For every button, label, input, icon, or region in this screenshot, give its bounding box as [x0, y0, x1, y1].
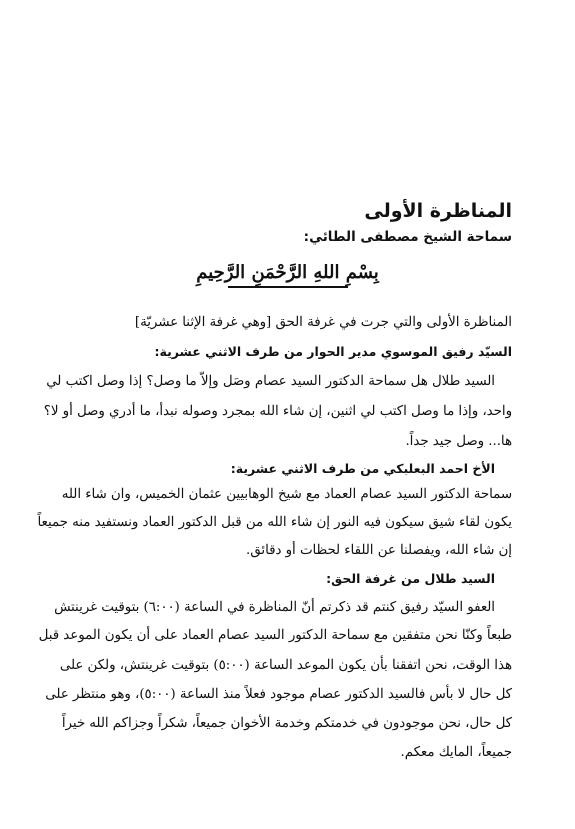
- paragraph-2-line-3: إن شاء الله، ويفصلنا عن اللقاء لحظات أو دقائق.: [246, 543, 512, 558]
- speaker-1-label: السيّد رفيق الموسوي مدير الحوار من طرف الاثني عشرية:: [154, 344, 512, 359]
- paragraph-3-line-2: طبعاً وكنّا نحن متفقين مع سماحة الدكتور السيد عصام العماد على أن يكون الموعد قبل: [38, 628, 512, 643]
- paragraph-1-line-1: السيد طلال هل سماحة الدكتور السيد عصام وصَل وإلاّ ما وصل؟ إذا وصل اكتب لي: [46, 374, 495, 389]
- speaker-3-label: السيد طلال من غرفة الحق:: [326, 571, 495, 586]
- paragraph-2-line-1: سماحة الدكتور السيد عصام العماد مع شيخ الوهابيين عثمان الخميس، وان شاء الله: [61, 487, 512, 502]
- paragraph-1-line-3: ها... وصل جيد جداً.: [405, 434, 512, 449]
- paragraph-2-line-2: يكون لقاء شيق سيكون فيه النور إن شاء الله من قبل الدكتور العماد ونستفيد منه جميعاً: [37, 515, 512, 530]
- basmala-calligraphy: بِسْمِ اللهِ الرَّحْمَنِ الرَّحِيمِ: [0, 262, 575, 288]
- paragraph-3-line-3: هذا الوقت، نحن اتفقنا بأن يكون الموعد الساعة (٥:٠٠) بتوقيت غرينتش، ولكن على: [59, 658, 512, 673]
- intro-line: المناظرة الأولى والتي جرت في غرفة الحق [وهي غرفة الإثنا عشريّة]: [134, 315, 512, 330]
- paragraph-1-line-2: واحد، وإذا ما وصل اكتب لي اثنين، إن شاء الله بمجرد وصوله نبدأ، ما أدري وصل أو لا؟: [43, 404, 512, 419]
- paragraph-3-line-1: العفو السيّد رفيق كنتم قد ذكرتم أنّ المناظرة في الساعة (٦:٠٠) بتوقيت غرينتش: [54, 600, 495, 615]
- section-subheading: سماحة الشيخ مصطفى الطائي:: [303, 229, 512, 245]
- paragraph-3-line-6: جميعاً، المايك معكم.: [400, 745, 512, 760]
- paragraph-3-line-5: كل حال، نحن موجودون في خدمتكم وخدمة الأخوان جميعاً، شكراً وجزاكم الله خيراً: [61, 716, 512, 731]
- speaker-2-label: الأخ احمد البعلبكي من طرف الاثني عشرية:: [230, 461, 495, 476]
- section-heading: المناظرة الأولى: [364, 200, 512, 222]
- paragraph-3-line-4: كل حال لا بأس فالسيد الدكتور عصام موجود فعلاً منذ الساعة (٥:٠٠)، وهو منتظر على: [45, 687, 512, 702]
